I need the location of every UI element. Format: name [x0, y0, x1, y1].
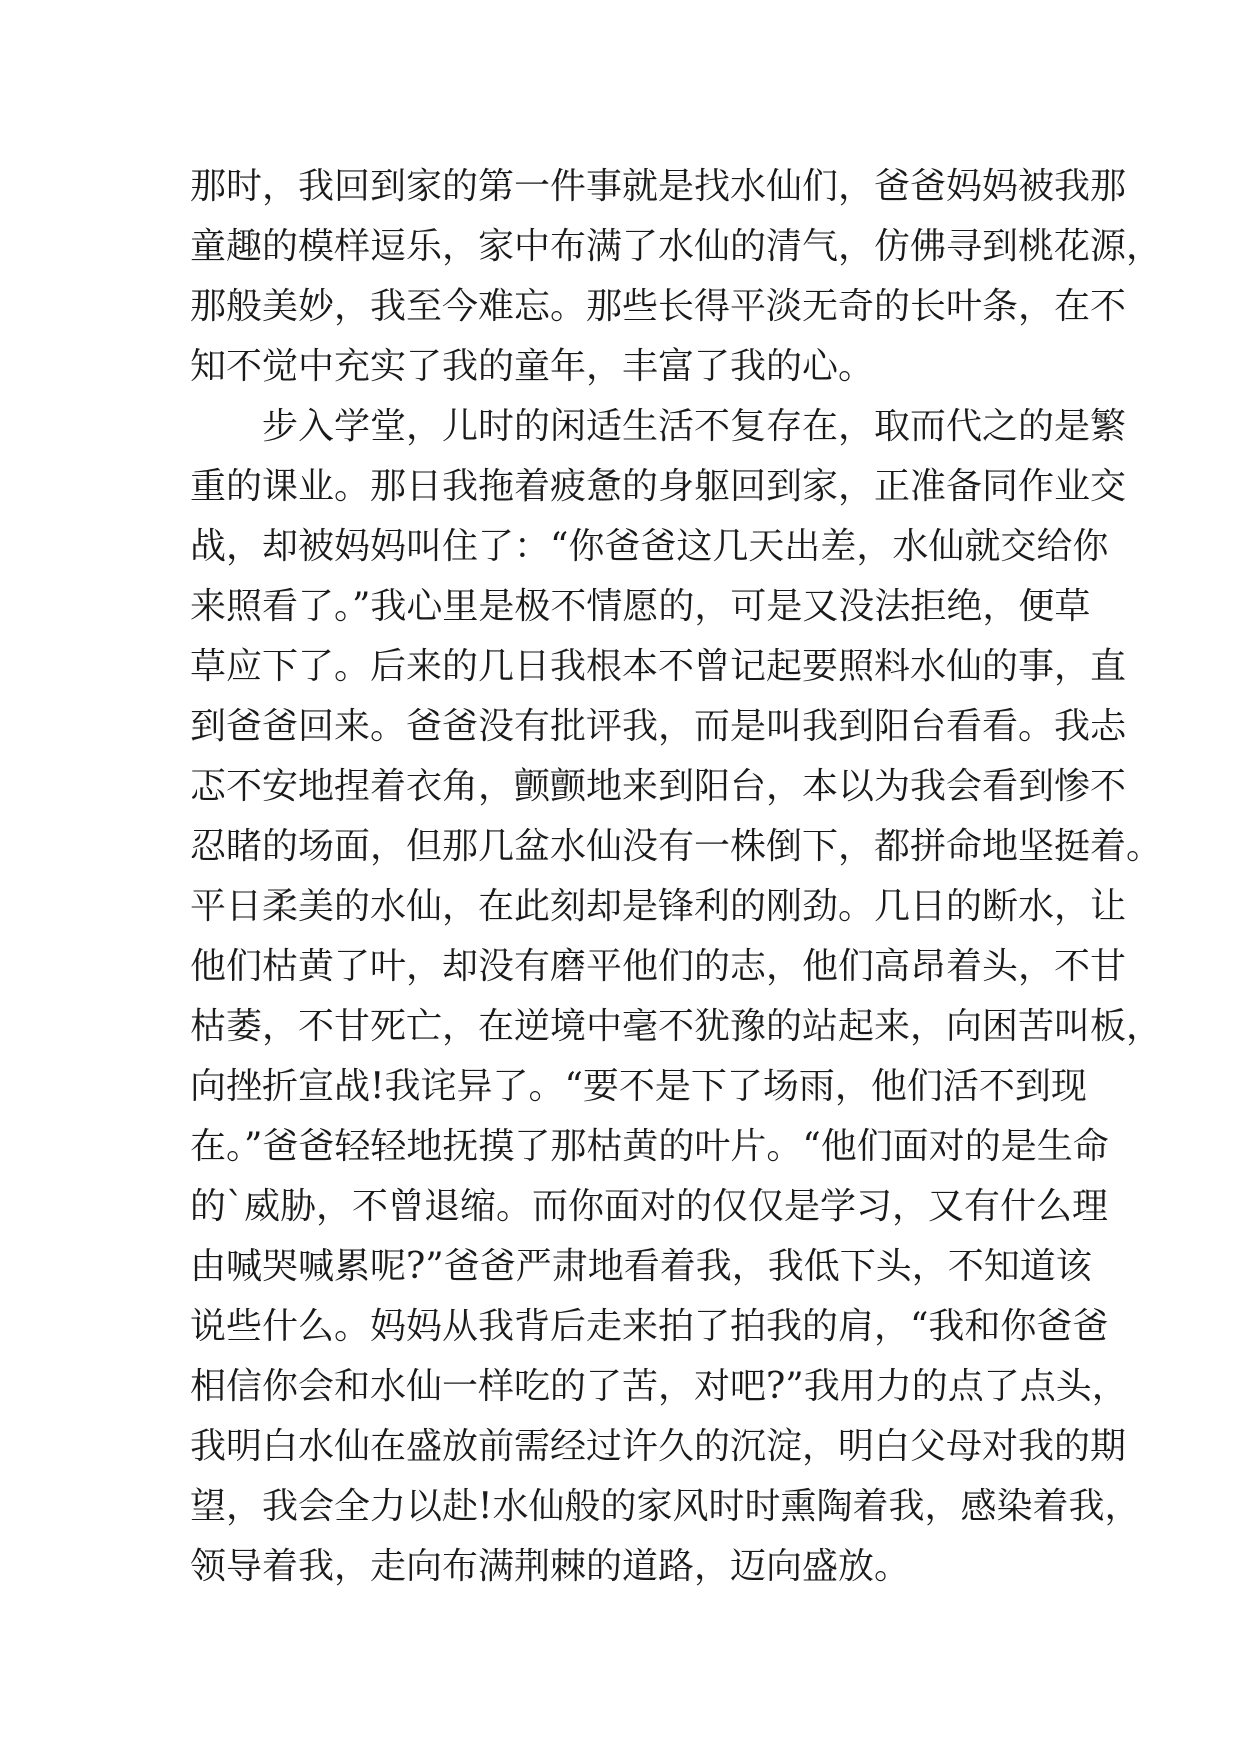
text-line: 战，却被妈妈叫住了：“你爸爸这几天出差，水仙就交给你 — [190, 526, 1109, 567]
text-line: 相信你会和水仙一样吃的了苦，对吧?”我用力的点了点头， — [190, 1366, 1128, 1407]
text-line: 步入学堂，儿时的闲适生活不复存在，取而代之的是繁 — [262, 406, 1127, 447]
paragraph — [190, 397, 1163, 1597]
paragraph — [190, 157, 1163, 397]
text-line: 平日柔美的水仙，在此刻却是锋利的刚劲。几日的断水，让 — [190, 886, 1127, 927]
text-line: 来照看了。”我心里是极不情愿的，可是又没法拒绝，便草 — [190, 586, 1091, 627]
text-line: 领导着我，走向布满荆棘的道路，迈向盛放。 — [190, 1546, 911, 1587]
text-line: 重的课业。那日我拖着疲惫的身躯回到家，正准备同作业交 — [190, 466, 1127, 507]
text-line: 由喊哭喊累呢?”爸爸严肃地看着我，我低下头，不知道该 — [190, 1246, 1092, 1287]
text-line: 那时，我回到家的第一件事就是找水仙们，爸爸妈妈被我那 — [190, 166, 1127, 207]
text-line: 他们枯黄了叶，却没有磨平他们的志，他们高昂着头，不甘 — [190, 946, 1127, 987]
text-line: 知不觉中充实了我的童年，丰富了我的心。 — [190, 346, 875, 387]
text-line: 望，我会全力以赴!水仙般的家风时时熏陶着我，感染着我， — [190, 1486, 1141, 1527]
text-line: 那般美妙，我至今难忘。那些长得平淡无奇的长叶条，在不 — [190, 286, 1127, 327]
text-line: 忑不安地捏着衣角，颤颤地来到阳台，本以为我会看到惨不 — [190, 766, 1127, 807]
text-line: 忍睹的场面，但那几盆水仙没有一株倒下，都拼命地坚挺着。 — [190, 826, 1163, 867]
text-line: 向挫折宣战!我诧异了。“要不是下了场雨，他们活不到现 — [190, 1066, 1087, 1107]
text-line: 的`威胁，不曾退缩。而你面对的仅仅是学习，又有什么理 — [190, 1186, 1109, 1227]
text-line: 说些什么。妈妈从我背后走来拍了拍我的肩，“我和你爸爸 — [190, 1306, 1109, 1347]
text-line: 在。”爸爸轻轻地抚摸了那枯黄的叶片。“他们面对的是生命 — [190, 1126, 1109, 1167]
text-line: 到爸爸回来。爸爸没有批评我，而是叫我到阳台看看。我忐 — [190, 706, 1127, 747]
text-line: 枯萎，不甘死亡，在逆境中毫不犹豫的站起来，向困苦叫板， — [190, 1006, 1163, 1047]
text-line: 童趣的模样逗乐，家中布满了水仙的清气，仿佛寻到桃花源， — [190, 226, 1163, 267]
text-line: 我明白水仙在盛放前需经过许久的沉淀，明白父母对我的期 — [190, 1426, 1127, 1467]
body-text — [190, 157, 1163, 1597]
text-line: 草应下了。后来的几日我根本不曾记起要照料水仙的事，直 — [190, 646, 1127, 687]
